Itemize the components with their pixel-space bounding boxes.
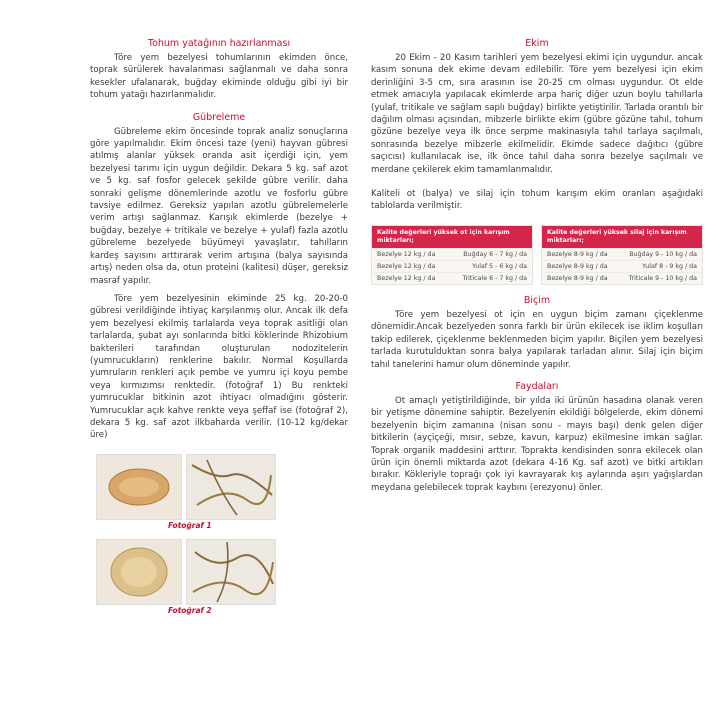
table-cell: Triticale 9 - 10 kg / da xyxy=(628,274,697,282)
photo-roots-2 xyxy=(186,539,276,605)
table-silage-header: Kalite değerleri yüksek silaj için karışım miktarları; xyxy=(542,226,702,248)
photo-nodule-brown xyxy=(96,539,182,605)
table-cell: Bezelye 8-9 kg / da xyxy=(547,250,608,258)
table-row xyxy=(372,260,532,272)
table-row xyxy=(542,272,702,284)
left-column xyxy=(90,38,348,632)
table-cell: Bezelye 8-9 kg / da xyxy=(547,262,608,270)
section-title-fertilization: Gübreleme xyxy=(192,111,246,123)
table-hay-header: Kalite değerleri yüksek ot için karışım miktarları; xyxy=(372,226,532,248)
paragraph-benefits: Ot amaçlı yetiştirildiğinde, bir yılda iki ürünün hasadına olanak veren bir yetişme dönemine sahiptir. Bezelyenin ekildiği bölgelerde, ekim dönemi bezelyenin biçim zamanına (nisan sonu - mayıs başı) denk gelen diğer bitkilerin (ayçiçeği, mısır, sebze, kavun, karpuz) ekilmesine imkan sağlar. Toprak organik maddesini arttırır. Toprakta kendisinden sonra ekilecek olan ürün için önemli miktarda azot (dekara 4-16 Kg. saf azot) ve bitki artıkları bırakır. Kökleriyle toprağı çok iyi kavrayarak kış aylarında aşırı yağışlardan meydana gelebilecek toprak kaybını (erezyonu) önler. xyxy=(371,395,703,493)
table-row xyxy=(372,248,532,260)
table-cell: Bezelye 12 kg / da xyxy=(377,262,436,270)
photo-2-caption: Fotoğraf 2 xyxy=(168,605,212,615)
table-cell: Yulaf 8 - 9 kg / da xyxy=(642,262,697,270)
photo-grid xyxy=(96,454,274,632)
table-cell: Triticale 6 - 7 kg / da xyxy=(462,274,527,282)
table-row xyxy=(372,272,532,284)
table-cell: Yulaf 5 - 6 kg / da xyxy=(472,262,527,270)
table-cell: Bezelye 12 kg / da xyxy=(377,250,436,258)
table-cell: Bezelye 8-9 kg / da xyxy=(547,274,608,282)
table-cell: Buğday 9 - 10 kg / da xyxy=(629,250,697,258)
section-title-sowing: Ekim xyxy=(525,38,549,49)
table-row xyxy=(542,260,702,272)
section-title-harvest: Biçim xyxy=(523,294,551,306)
paragraph-sowing-1: 20 Ekim - 20 Kasım tarihleri yem bezelyesi ekimi için uygundur. ancak kasım sonuna dek ekime devam edilebilir. Töre yem bezelyesi için ekim derinliğini 3-5 cm, sıra arasının ise 20-25 cm olması uygundur. Ot elde etmek amacıyla yapılacak ekimlerde arpa hariç diğer uzun boylu tahıllarla (yulaf, tritikale ve sağlam saplı buğday) birlikte yetiştirilir. Tarlada orantılı bir dağılım olması açısından, mibzerle birlikte ekim (gübre gözüne tahıl, tohum gözüne bezelye veya ilk önce serpme makinasıyla tahıl tarlaya saçılmalı, sonrasında bezelye mibzerle ekilmelidir. Ekimde sadece dağıtıcı (gübre saçıcısı) kullanılacak ise, ilk önce tahıl daha sonra bezelye saçılmalı ve merdane çekilerek ekim tamamlanmalıdır. xyxy=(371,53,703,175)
section-title-benefits: Faydaları xyxy=(515,380,559,392)
paragraph-seedbed: Töre yem bezelyesi tohumlarının ekimden önce, toprak sürülerek havalanması sağlanmalı ve daha sonra kesekler ufalanarak, buğday ekiminde olduğu gibi iyi bir tohum yatağı hazırlanmalıdır. xyxy=(90,53,348,101)
mixture-tables xyxy=(371,225,703,285)
table-cell: Bezelye 12 kg / da xyxy=(377,274,436,282)
section-title-seedbed: Tohum yatağının hazırlanması xyxy=(147,38,291,49)
paragraph-fertilization-1: Gübreleme ekim öncesinde toprak analiz sonuçlarına göre yapılmalıdır. Ekim öncesi taze (yeni) hayvan gübresi atılmış alanlar yüksek oranda asit içerdiği için, yem bezelyesi tarımı için uygun değildir. Dekara 5 kg. saf azot ve 5 kg. saf fosfor gelecek şekilde gübre verilir. daha sonraki gelişme dönemlerinde azotlu ve fosforlu gübre tavsiye edilmez. Gereksiz yapılan azotlu gübrelemelerle verim artışı sağlanmaz. Karışık ekimlerde (bezelye + buğday, bezelye + tritikale ve bezelye + yulaf) fazla azotlu gübreleme bezelyede büyümeyi yavaşlatır, tahılların kardeş sayısını arttırarak verim artışına (balya sayısında artış) neden olsa da, otun proteini (kalitesi) düşer, gereksiz masraf yapılır. xyxy=(90,126,348,286)
paragraph-fertilization-2: Töre yem bezelyesinin ekiminde 25 kg. 20-20-0 gübresi verildiğinde ihtiyaç karşılanmış olur. Ancak ilk defa yem bezelyesi ekilmiş tarlalarda veya toprak asitliği olan tarlalarda, şubat ayı sonlarında bitki köklerinde Rhizobium bakterileri tarafından oluşturulan nodozitelerin (yumrucukların) renklerine bakılır. Normal Koşullarda yumruların renkleri açık pembe ve yumru içi koyu pembe veya kırmızımsı renktedir. (fotoğraf 1) Bu renkteki yumrucuklar bitkinin azot ihtiyacı olmadığını gösterir. Yumrucuklar açık kahve renkte veya şeffaf ise (fotoğraf 2), dekara 5 kg. saf azot ilkbaharda verilir. (10-12 kg/dekar üre) xyxy=(90,293,348,441)
paragraph-sowing-2: Kaliteli ot (balya) ve silaj için tohum karışım ekim oranları aşağıdaki tablolarda verilmiştir. xyxy=(371,189,703,212)
table-silage-mixture xyxy=(541,225,703,285)
table-hay-mixture xyxy=(371,225,533,285)
table-row xyxy=(542,248,702,260)
photo-1-caption: Fotoğraf 1 xyxy=(168,520,212,530)
paragraph-harvest: Töre yem bezelyesi ot için en uygun biçim zamanı çiçeklenme dönemidir.Ancak bezelyeden sonra farklı bir ürün ekilecek ise iklim koşulları takip edilerek, çiçeklenme beklenmeden biçim yapılır. Biçilen yem bezelyesi tarlada kurutulduktan sonra balya yapılarak tarladan alınır. Silaj için biçim tahıl tanelerini hamur olum döneminde yapılır. xyxy=(371,309,703,370)
right-column xyxy=(371,38,703,494)
photo-nodule-pink xyxy=(96,454,182,520)
table-cell: Buğday 6 - 7 kg / da xyxy=(463,250,527,258)
photo-roots-1 xyxy=(186,454,276,520)
